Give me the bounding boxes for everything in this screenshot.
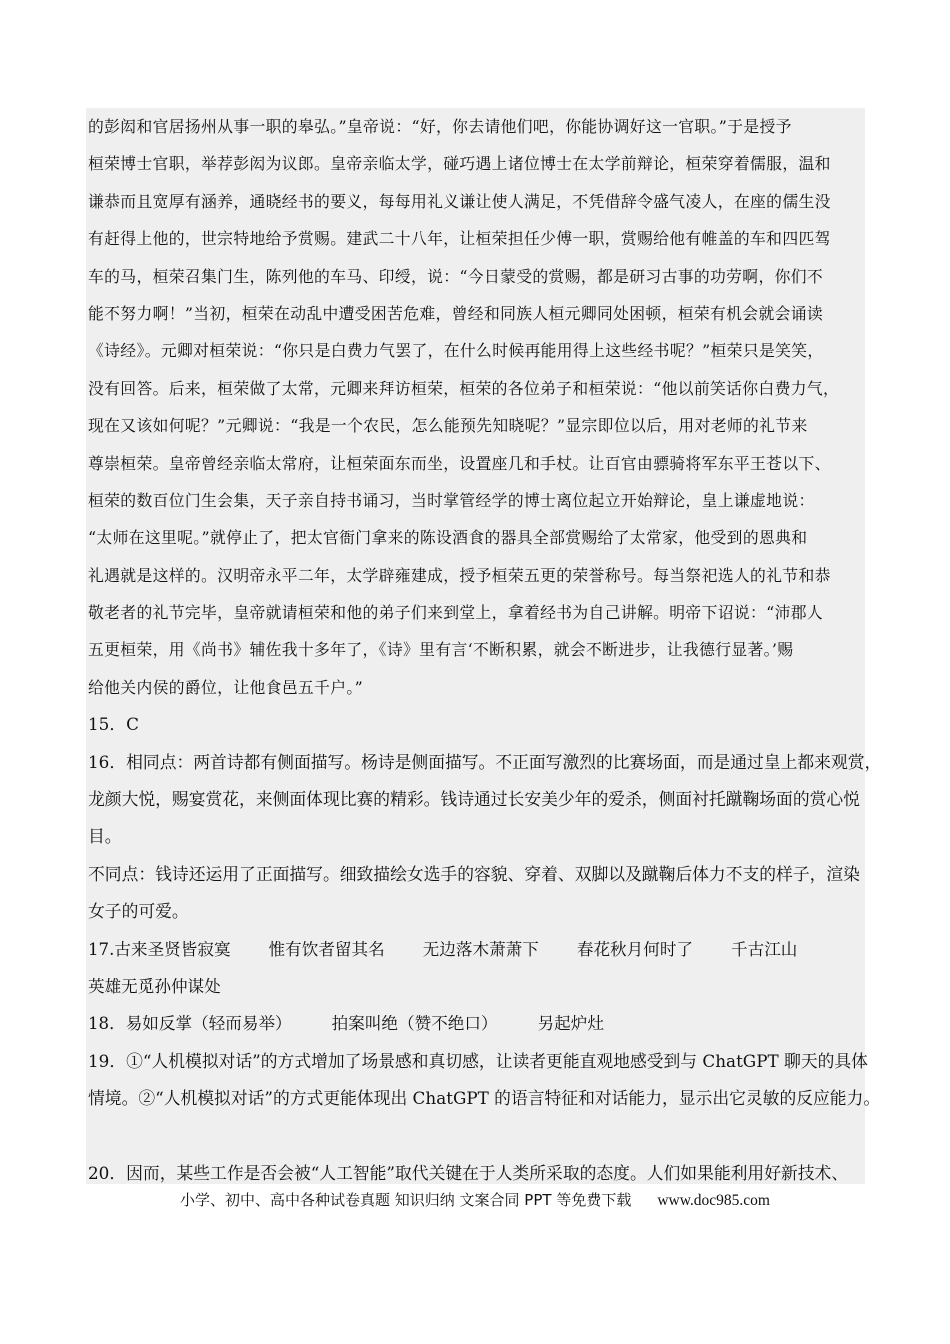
- text-line: 尊崇桓荣。皇帝曾经亲临太常府，让桓荣面东而坐，设置座几和手杖。让百官由骠骑将军东平王苍以下、: [88, 453, 831, 473]
- text-line: 龙颜大悦，赐宴赏花，来侧面体现比赛的精彩。钱诗通过长安美少年的爱杀，侧面衬托蹴鞠场面的赏心悦: [88, 789, 860, 810]
- question-16-answer: [88, 744, 882, 931]
- question-20-answer: [88, 1155, 864, 1192]
- answer-item: 易如反掌（轻而易举）: [125, 1014, 292, 1034]
- text-line: 不同点：钱诗还运用了正面描写。细致描绘女选手的容貌、穿着、双脚以及蹴鞠后体力不支的样子，渲染: [88, 863, 860, 884]
- text-line: “太师在这里呢。”就停止了，把太官衙门拿来的陈设酒食的器具全部赏赐给了太常家，他受到的恩典和: [88, 528, 808, 548]
- question-number: 18．: [88, 1014, 126, 1034]
- blank-line: [88, 1118, 864, 1155]
- text-line: 有赶得上他的，世宗特地给予赏赐。建武二十八年，让桓荣担任少傅一职，赏赐给他有帷盖的车和四匹驾: [88, 229, 831, 249]
- question-17-answer: [88, 931, 864, 1006]
- footer-url[interactable]: www.doc985.com: [657, 1192, 770, 1209]
- classical-translation: [88, 108, 864, 706]
- text-line: 20．因而，某些工作是否会被“人工智能”取代关键在于人类所采取的态度。人们如果能利用好新技术、: [88, 1162, 849, 1183]
- text-line: 15．C: [88, 714, 139, 735]
- page-footer: [0, 1189, 950, 1210]
- text-line: 桓荣博士官职，举荐彭闳为议郎。皇帝亲临太学，碰巧遇上诸位博士在太学前辩论，桓荣穿着儒服，温和: [88, 154, 831, 174]
- text-line: 情境。②“人机模拟对话”的方式更能体现出 ChatGPT 的语言特征和对话能力，显示出它灵敏的反应能力。: [88, 1088, 881, 1109]
- text-line: 16．相同点：两首诗都有侧面描写。杨诗是侧面描写。不正面写激烈的比赛场面，而是通过皇上都来观赏，: [88, 751, 882, 772]
- text-line: 谦恭而且宽厚有涵养，通晓经书的要义，每每用礼义谦让使人满足，不凭借辞令盛气凌人，在座的儒生没: [88, 191, 831, 211]
- footer-text: 小学、初中、高中各种试卷真题 知识归纳 文案合同 PPT 等免费下载: [180, 1191, 632, 1209]
- text-line: [88, 931, 864, 968]
- text-line: 车的马，桓荣召集门生，陈列他的车马、印绶，说：“今日蒙受的赏赐，都是研习古事的功劳啊，你们不: [88, 266, 824, 286]
- text-line: 现在又该如何呢？”元卿说：“我是一个农民，怎么能预先知晓呢？”显宗即位以后，用对老师的礼节来: [88, 416, 808, 436]
- text-line: 《诗经》。元卿对桓荣说：“你只是白费力气罢了，在什么时候再能用得上这些经书呢？”桓荣只是笑笑，: [88, 341, 824, 361]
- text-line: 能不努力啊！”当初，桓荣在动乱中遭受困苦危难，曾经和同族人桓元卿同处困顿，桓荣有机会就会诵读: [88, 303, 824, 323]
- answer-item: 另起炉灶: [537, 1014, 604, 1034]
- answer-item: 无边落木萧萧下: [422, 939, 539, 959]
- text-line: 桓荣的数百位门生会集，天子亲自持书诵习，当时掌管经学的博士离位起立开始辩论，皇上谦虚地说：: [88, 490, 815, 510]
- question-18-answer: [88, 1005, 864, 1042]
- answer-item: 古来圣贤皆寂寞: [114, 939, 231, 959]
- answer-item: 惟有饮者留其名: [268, 939, 385, 959]
- answer-content: [88, 108, 882, 1192]
- question-number: 17.: [88, 939, 115, 959]
- text-line: 目。: [88, 826, 122, 847]
- text-line: [88, 1005, 864, 1042]
- text-line: 给他关内侯的爵位，让他食邑五千户。”: [88, 677, 364, 697]
- text-line: 女子的可爱。: [88, 901, 189, 922]
- text-line: 的彭闳和官居扬州从事一职的皋弘。”皇帝说：“好，你去请他们吧，你能协调好这一官职。”于是授予: [88, 117, 792, 136]
- text-line: 19．①“人机模拟对话”的方式增加了场景感和真切感，让读者更能直观地感受到与 ChatGPT 聊天的具体: [88, 1050, 868, 1071]
- answer-item: 春花秋月何时了: [576, 939, 694, 959]
- question-15-answer: [88, 706, 864, 743]
- text-line: 敬老者的礼节完毕，皇帝就请桓荣和他的弟子们来到堂上，拿着经书为自己讲解。明帝下诏说：“沛郡人: [88, 603, 824, 623]
- text-line: 礼遇就是这样的。汉明帝永平二年，太学辟雍建成，授予桓荣五更的荣誉称号。每当祭祀选人的礼节和恭: [88, 565, 831, 585]
- text-line: 英雄无觅孙仲谋处: [88, 976, 221, 996]
- question-19-answer: [88, 1043, 881, 1155]
- answer-item: 千古江山: [731, 939, 798, 959]
- answer-item: 拍案叫绝（赞不绝口）: [331, 1014, 498, 1034]
- text-line: 五更桓荣，用《尚书》辅佐我十多年了，《诗》里有言‘不断积累，就会不断进步，让我德行显著。’赐: [88, 640, 794, 660]
- text-line: 没有回答。后来，桓荣做了太常，元卿来拜访桓荣，桓荣的各位弟子和桓荣说：“他以前笑话你白费力气，: [88, 378, 840, 398]
